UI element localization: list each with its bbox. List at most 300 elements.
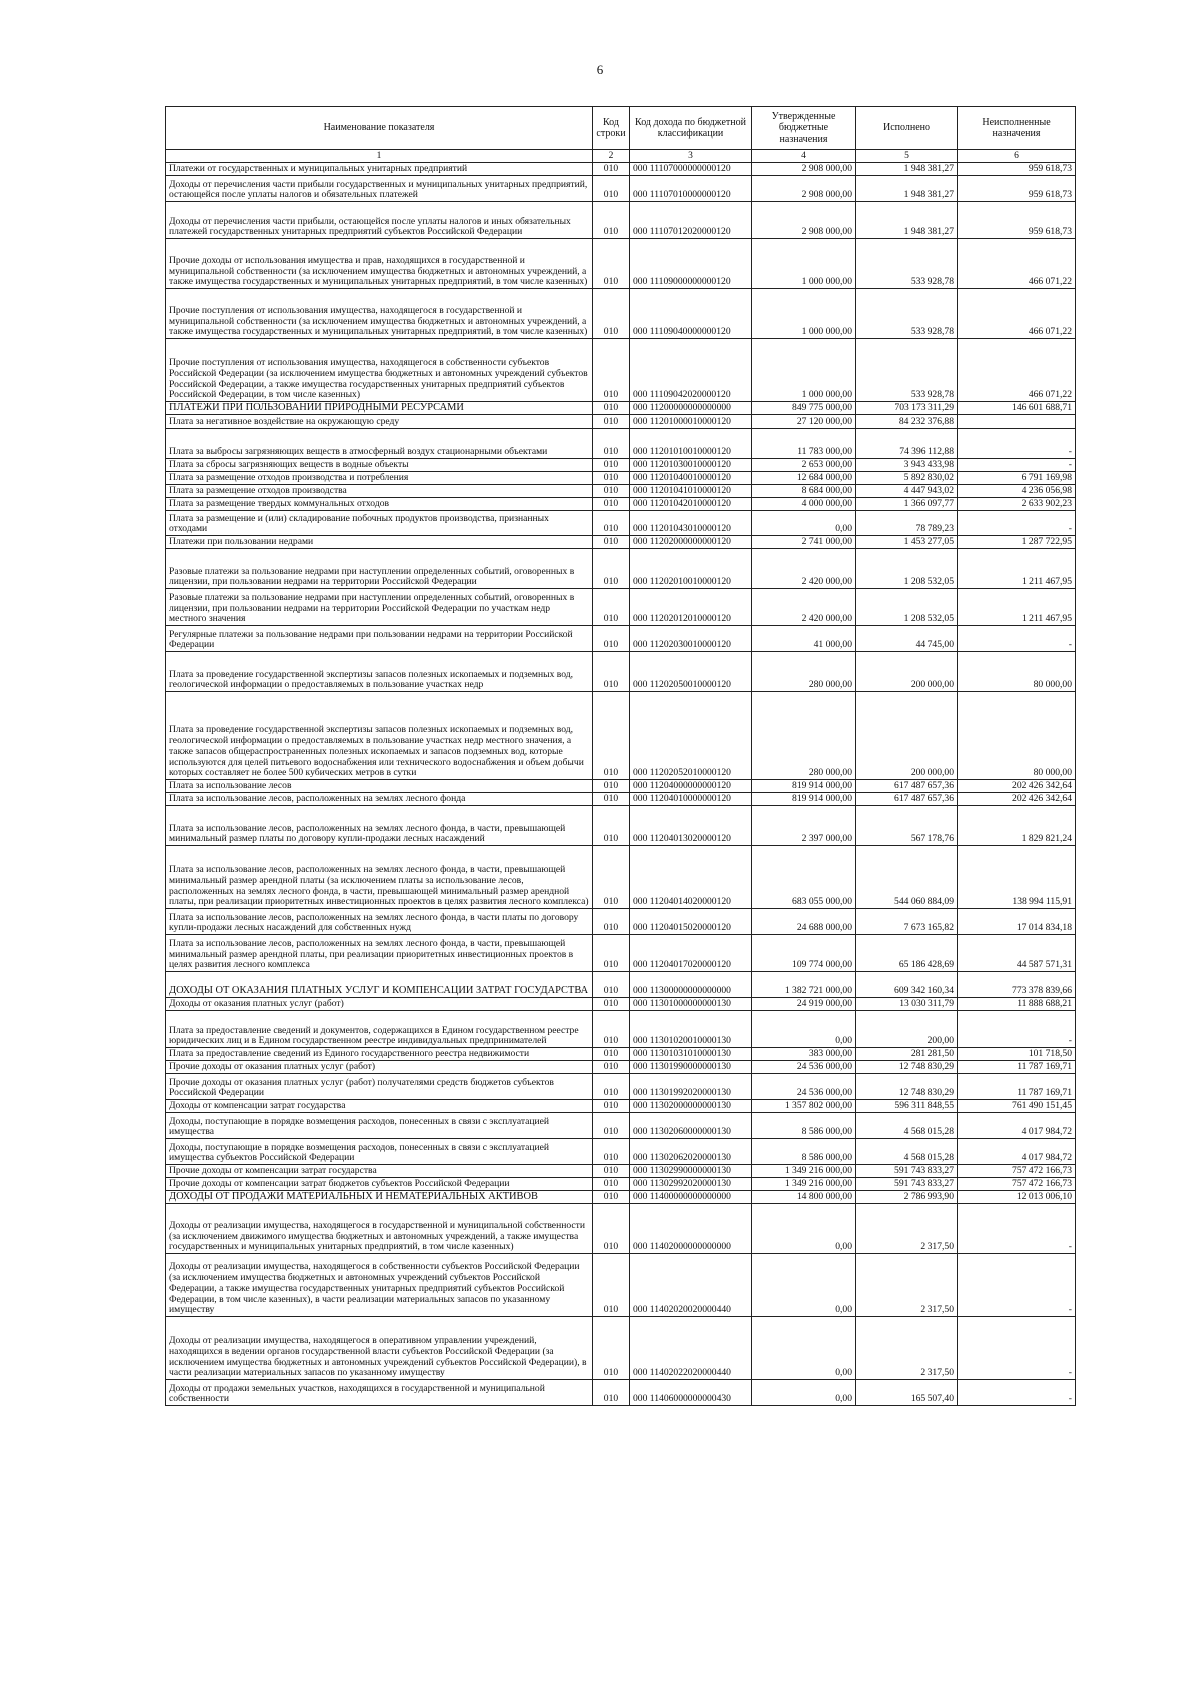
indicator-name-cell: Прочие поступления от использования имущества, находящегося в собственности субъектов Российской Федерации (за исключением имущества бюджетных и автономных учреждений субъектов Российской Федерации, а также имущества государственных унитарных предприятий субъектов Российской Федерации, в том числе казенных) bbox=[166, 339, 593, 402]
header-approved: Утвержденные бюджетные назначения bbox=[752, 107, 856, 150]
income-code-cell: 000 11302062020000130 bbox=[630, 1139, 752, 1165]
table-row bbox=[166, 935, 1076, 972]
executed-amount-cell: 84 232 376,88 bbox=[856, 415, 958, 429]
approved-amount-cell: 8 684 000,00 bbox=[752, 485, 856, 498]
approved-amount-cell: 1 349 216 000,00 bbox=[752, 1165, 856, 1178]
table-row bbox=[166, 1048, 1076, 1061]
executed-amount-cell: 3 943 433,98 bbox=[856, 459, 958, 472]
approved-amount-cell: 2 420 000,00 bbox=[752, 589, 856, 626]
indicator-name-cell: Платежи при пользовании недрами bbox=[166, 536, 593, 549]
row-code-cell: 010 bbox=[593, 1204, 630, 1254]
income-code-cell: 000 11301020010000130 bbox=[630, 1011, 752, 1048]
indicator-name-cell: Прочие доходы от оказания платных услуг (работ) bbox=[166, 1061, 593, 1074]
executed-amount-cell: 591 743 833,27 bbox=[856, 1165, 958, 1178]
approved-amount-cell: 41 000,00 bbox=[752, 626, 856, 652]
income-code-cell: 000 11201043010000120 bbox=[630, 511, 752, 536]
row-code-cell: 010 bbox=[593, 459, 630, 472]
row-code-cell: 010 bbox=[593, 1254, 630, 1317]
approved-amount-cell: 27 120 000,00 bbox=[752, 415, 856, 429]
header-number: 6 bbox=[958, 150, 1076, 163]
income-code-cell: 000 11204000000000120 bbox=[630, 780, 752, 793]
row-code-cell: 010 bbox=[593, 1178, 630, 1191]
row-code-cell: 010 bbox=[593, 1061, 630, 1074]
row-code-cell: 010 bbox=[593, 1113, 630, 1139]
income-code-cell: 000 11201010010000120 bbox=[630, 429, 752, 459]
table-row bbox=[166, 1191, 1076, 1204]
indicator-name-cell: Платежи от государственных и муниципальных унитарных предприятий bbox=[166, 163, 593, 176]
row-code-cell: 010 bbox=[593, 1139, 630, 1165]
header-indicator-name: Наименование показателя bbox=[166, 107, 593, 150]
indicator-name-cell: Плата за использование лесов, расположенных на землях лесного фонда, в части платы по договору купли-продажи лесных насаждений для собственных нужд bbox=[166, 909, 593, 935]
indicator-name-cell: Доходы, поступающие в порядке возмещения расходов, понесенных в связи с эксплуатацией имущества bbox=[166, 1113, 593, 1139]
remaining-amount-cell: - bbox=[958, 1380, 1076, 1406]
executed-amount-cell: 544 060 884,09 bbox=[856, 846, 958, 909]
row-code-cell: 010 bbox=[593, 1100, 630, 1113]
executed-amount-cell: 65 186 428,69 bbox=[856, 935, 958, 972]
indicator-name-cell: Плата за использование лесов, расположенных на землях лесного фонда, в части, превышающей минимальный размер платы по договору купли-продажи лесных насаждений bbox=[166, 806, 593, 846]
executed-amount-cell: 591 743 833,27 bbox=[856, 1178, 958, 1191]
income-code-cell: 000 11302000000000130 bbox=[630, 1100, 752, 1113]
income-code-cell: 000 11302990000000130 bbox=[630, 1165, 752, 1178]
approved-amount-cell: 24 919 000,00 bbox=[752, 998, 856, 1011]
approved-amount-cell: 2 908 000,00 bbox=[752, 163, 856, 176]
approved-amount-cell: 0,00 bbox=[752, 1204, 856, 1254]
table-row bbox=[166, 536, 1076, 549]
row-code-cell: 010 bbox=[593, 472, 630, 485]
indicator-name-cell: Плата за использование лесов, расположенных на землях лесного фонда, в части, превышающей минимальный размер арендной платы (за исключением платы за использование лесов, расположенных на землях лесного фонда, в части, превышающей минимальный размер арендной платы, при реализации приоритетных инвестиционных проектов в целях развития лесного комплекса) bbox=[166, 846, 593, 909]
executed-amount-cell: 2 786 993,90 bbox=[856, 1191, 958, 1204]
table-row bbox=[166, 1380, 1076, 1406]
table-row bbox=[166, 239, 1076, 289]
executed-amount-cell: 617 487 657,36 bbox=[856, 780, 958, 793]
page-number: 6 bbox=[596, 62, 604, 77]
income-code-cell: 000 11107000000000120 bbox=[630, 163, 752, 176]
row-code-cell: 010 bbox=[593, 163, 630, 176]
row-code-cell: 010 bbox=[593, 176, 630, 202]
approved-amount-cell: 1 000 000,00 bbox=[752, 339, 856, 402]
row-code-cell: 010 bbox=[593, 652, 630, 692]
income-code-cell: 000 11201041010000120 bbox=[630, 485, 752, 498]
row-code-cell: 010 bbox=[593, 1317, 630, 1380]
executed-amount-cell: 703 173 311,29 bbox=[856, 402, 958, 415]
remaining-amount-cell: 11 787 169,71 bbox=[958, 1061, 1076, 1074]
row-code-cell: 010 bbox=[593, 998, 630, 1011]
row-code-cell: 010 bbox=[593, 402, 630, 415]
executed-amount-cell: 74 396 112,88 bbox=[856, 429, 958, 459]
income-code-cell: 000 11301990000000130 bbox=[630, 1061, 752, 1074]
income-code-cell: 000 11402022020000440 bbox=[630, 1317, 752, 1380]
approved-amount-cell: 11 783 000,00 bbox=[752, 429, 856, 459]
table-row bbox=[166, 472, 1076, 485]
indicator-name-cell: Плата за размещение отходов производства и потребления bbox=[166, 472, 593, 485]
executed-amount-cell: 200 000,00 bbox=[856, 692, 958, 780]
income-code-cell: 000 11302060000000130 bbox=[630, 1113, 752, 1139]
table-row bbox=[166, 485, 1076, 498]
approved-amount-cell: 24 688 000,00 bbox=[752, 909, 856, 935]
table-row bbox=[166, 1074, 1076, 1100]
budget-execution-table bbox=[165, 106, 1076, 1406]
approved-amount-cell: 2 420 000,00 bbox=[752, 549, 856, 589]
approved-amount-cell: 0,00 bbox=[752, 1317, 856, 1380]
approved-amount-cell: 4 000 000,00 bbox=[752, 498, 856, 511]
table-row bbox=[166, 498, 1076, 511]
income-code-cell: 000 11202052010000120 bbox=[630, 692, 752, 780]
indicator-name-cell: Доходы от оказания платных услуг (работ) bbox=[166, 998, 593, 1011]
row-code-cell: 010 bbox=[593, 935, 630, 972]
indicator-name-cell: Плата за использование лесов bbox=[166, 780, 593, 793]
remaining-amount-cell: 80 000,00 bbox=[958, 692, 1076, 780]
table-row bbox=[166, 806, 1076, 846]
header-number: 5 bbox=[856, 150, 958, 163]
table-row bbox=[166, 1100, 1076, 1113]
header-executed: Исполнено bbox=[856, 107, 958, 150]
income-code-cell: 000 11300000000000000 bbox=[630, 972, 752, 998]
indicator-name-cell: Плата за негативное воздействие на окружающую среду bbox=[166, 415, 593, 429]
executed-amount-cell: 1 948 381,27 bbox=[856, 176, 958, 202]
income-code-cell: 000 11402000000000000 bbox=[630, 1204, 752, 1254]
table-row bbox=[166, 1254, 1076, 1317]
remaining-amount-cell: - bbox=[958, 626, 1076, 652]
approved-amount-cell: 2 741 000,00 bbox=[752, 536, 856, 549]
executed-amount-cell: 1 208 532,05 bbox=[856, 589, 958, 626]
income-code-cell: 000 11301031010000130 bbox=[630, 1048, 752, 1061]
table-row bbox=[166, 1139, 1076, 1165]
table-row bbox=[166, 1204, 1076, 1254]
income-code-cell: 000 11109042020000120 bbox=[630, 339, 752, 402]
executed-amount-cell: 5 892 830,02 bbox=[856, 472, 958, 485]
indicator-name-cell: Плата за выбросы загрязняющих веществ в атмосферный воздух стационарными объектами bbox=[166, 429, 593, 459]
indicator-name-cell: ПЛАТЕЖИ ПРИ ПОЛЬЗОВАНИИ ПРИРОДНЫМИ РЕСУРСАМИ bbox=[166, 402, 593, 415]
indicator-name-cell: Плата за размещение отходов производства bbox=[166, 485, 593, 498]
approved-amount-cell: 8 586 000,00 bbox=[752, 1139, 856, 1165]
table-row bbox=[166, 549, 1076, 589]
row-code-cell: 010 bbox=[593, 692, 630, 780]
indicator-name-cell: Доходы от реализации имущества, находящегося в оперативном управлении учреждений, находящихся в ведении органов государственной власти субъектов Российской Федерации (за исключением имущества бюджетных и автономных учреждений субъектов Российской Федерации), в части реализации материальных запасов по указанному имуществу bbox=[166, 1317, 593, 1380]
row-code-cell: 010 bbox=[593, 793, 630, 806]
approved-amount-cell: 24 536 000,00 bbox=[752, 1061, 856, 1074]
income-code-cell: 000 11202010010000120 bbox=[630, 549, 752, 589]
row-code-cell: 010 bbox=[593, 549, 630, 589]
table-row bbox=[166, 692, 1076, 780]
row-code-cell: 010 bbox=[593, 498, 630, 511]
remaining-amount-cell: 138 994 115,91 bbox=[958, 846, 1076, 909]
table-row bbox=[166, 176, 1076, 202]
remaining-amount-cell: 959 618,73 bbox=[958, 202, 1076, 239]
remaining-amount-cell: 17 014 834,18 bbox=[958, 909, 1076, 935]
table-row bbox=[166, 339, 1076, 402]
approved-amount-cell: 0,00 bbox=[752, 511, 856, 536]
indicator-name-cell: Прочие доходы от компенсации затрат бюджетов субъектов Российской Федерации bbox=[166, 1178, 593, 1191]
income-code-cell: 000 11201000010000120 bbox=[630, 415, 752, 429]
approved-amount-cell: 109 774 000,00 bbox=[752, 935, 856, 972]
indicator-name-cell: Доходы от реализации имущества, находящегося в государственной и муниципальной собственности (за исключением движимого имущества бюджетных и автономных учреждений, а также имущества государственных и муниципальных унитарных предприятий, в том числе казенных) bbox=[166, 1204, 593, 1254]
header-row-code: Код строки bbox=[593, 107, 630, 150]
remaining-amount-cell: 11 787 169,71 bbox=[958, 1074, 1076, 1100]
table-row bbox=[166, 1317, 1076, 1380]
executed-amount-cell: 1 366 097,77 bbox=[856, 498, 958, 511]
remaining-amount-cell: 757 472 166,73 bbox=[958, 1165, 1076, 1178]
table-row bbox=[166, 289, 1076, 339]
remaining-amount-cell: - bbox=[958, 459, 1076, 472]
remaining-amount-cell bbox=[958, 415, 1076, 429]
income-code-cell: 000 11109000000000120 bbox=[630, 239, 752, 289]
income-code-cell: 000 11107012020000120 bbox=[630, 202, 752, 239]
table-body bbox=[166, 163, 1076, 1406]
executed-amount-cell: 4 568 015,28 bbox=[856, 1113, 958, 1139]
table-row bbox=[166, 1061, 1076, 1074]
executed-amount-cell: 200 000,00 bbox=[856, 652, 958, 692]
indicator-name-cell: Доходы от продажи земельных участков, находящихся в государственной и муниципальной собственности bbox=[166, 1380, 593, 1406]
table-row bbox=[166, 589, 1076, 626]
indicator-name-cell: Прочие доходы от оказания платных услуг (работ) получателями средств бюджетов субъектов Российской Федерации bbox=[166, 1074, 593, 1100]
approved-amount-cell: 2 908 000,00 bbox=[752, 176, 856, 202]
indicator-name-cell: Доходы от перечисления части прибыли государственных и муниципальных унитарных предприятий, остающейся после уплаты налогов и обязательных платежей bbox=[166, 176, 593, 202]
approved-amount-cell: 0,00 bbox=[752, 1380, 856, 1406]
remaining-amount-cell: 959 618,73 bbox=[958, 176, 1076, 202]
indicator-name-cell: Плата за сбросы загрязняющих веществ в водные объекты bbox=[166, 459, 593, 472]
indicator-name-cell: Плата за проведение государственной экспертизы запасов полезных ископаемых и подземных вод, геологической информации о предоставляемых в пользование участках недр местного значения, а также запасов общераспространенных полезных ископаемых и запасов подземных вод, которые используются для целей питьевого водоснабжения или технического водоснабжения и объем добычи которых составляет не более 500 кубических метров в сутки bbox=[166, 692, 593, 780]
executed-amount-cell: 12 748 830,29 bbox=[856, 1061, 958, 1074]
executed-amount-cell: 2 317,50 bbox=[856, 1204, 958, 1254]
remaining-amount-cell: 466 071,22 bbox=[958, 289, 1076, 339]
approved-amount-cell: 849 775 000,00 bbox=[752, 402, 856, 415]
table-row bbox=[166, 429, 1076, 459]
header-number: 3 bbox=[630, 150, 752, 163]
table-row bbox=[166, 652, 1076, 692]
income-code-cell: 000 11406000000000430 bbox=[630, 1380, 752, 1406]
row-code-cell: 010 bbox=[593, 339, 630, 402]
remaining-amount-cell: - bbox=[958, 511, 1076, 536]
income-code-cell: 000 11201042010000120 bbox=[630, 498, 752, 511]
indicator-name-cell: ДОХОДЫ ОТ ПРОДАЖИ МАТЕРИАЛЬНЫХ И НЕМАТЕРИАЛЬНЫХ АКТИВОВ bbox=[166, 1191, 593, 1204]
remaining-amount-cell: 202 426 342,64 bbox=[958, 780, 1076, 793]
executed-amount-cell: 1 948 381,27 bbox=[856, 163, 958, 176]
income-code-cell: 000 11204017020000120 bbox=[630, 935, 752, 972]
remaining-amount-cell: 1 829 821,24 bbox=[958, 806, 1076, 846]
table-row bbox=[166, 415, 1076, 429]
header-number: 4 bbox=[752, 150, 856, 163]
remaining-amount-cell: 12 013 006,10 bbox=[958, 1191, 1076, 1204]
income-code-cell: 000 11301000000000130 bbox=[630, 998, 752, 1011]
indicator-name-cell: Доходы от реализации имущества, находящегося в собственности субъектов Российской Федерации (за исключением имущества бюджетных и автономных учреждений субъектов Российской Федерации, а также имущества государственных унитарных предприятий субъектов Российской Федерации, в том числе казенных), в части реализации материальных запасов по указанному имуществу bbox=[166, 1254, 593, 1317]
row-code-cell: 010 bbox=[593, 202, 630, 239]
row-code-cell: 010 bbox=[593, 780, 630, 793]
executed-amount-cell: 533 928,78 bbox=[856, 339, 958, 402]
approved-amount-cell: 1 000 000,00 bbox=[752, 239, 856, 289]
income-code-cell: 000 11201030010000120 bbox=[630, 459, 752, 472]
income-code-cell: 000 11204015020000120 bbox=[630, 909, 752, 935]
executed-amount-cell: 2 317,50 bbox=[856, 1254, 958, 1317]
approved-amount-cell: 1 357 802 000,00 bbox=[752, 1100, 856, 1113]
remaining-amount-cell: 773 378 839,66 bbox=[958, 972, 1076, 998]
executed-amount-cell: 533 928,78 bbox=[856, 289, 958, 339]
approved-amount-cell: 819 914 000,00 bbox=[752, 780, 856, 793]
header-number-row bbox=[166, 150, 1076, 163]
table-row bbox=[166, 402, 1076, 415]
remaining-amount-cell: - bbox=[958, 429, 1076, 459]
income-code-cell: 000 11202050010000120 bbox=[630, 652, 752, 692]
income-code-cell: 000 11107010000000120 bbox=[630, 176, 752, 202]
approved-amount-cell: 14 800 000,00 bbox=[752, 1191, 856, 1204]
row-code-cell: 010 bbox=[593, 511, 630, 536]
header-number: 1 bbox=[166, 150, 593, 163]
approved-amount-cell: 683 055 000,00 bbox=[752, 846, 856, 909]
executed-amount-cell: 2 317,50 bbox=[856, 1317, 958, 1380]
table-row bbox=[166, 511, 1076, 536]
indicator-name-cell: Разовые платежи за пользование недрами при наступлении определенных событий, оговоренных в лицензии, при пользовании недрами на территории Российской Федерации по участкам недр местного значения bbox=[166, 589, 593, 626]
row-code-cell: 010 bbox=[593, 846, 630, 909]
table-row bbox=[166, 909, 1076, 935]
table-row bbox=[166, 1165, 1076, 1178]
row-code-cell: 010 bbox=[593, 429, 630, 459]
approved-amount-cell: 2 653 000,00 bbox=[752, 459, 856, 472]
row-code-cell: 010 bbox=[593, 1048, 630, 1061]
indicator-name-cell: Доходы, поступающие в порядке возмещения расходов, понесенных в связи с эксплуатацией имущества субъектов Российской Федерации bbox=[166, 1139, 593, 1165]
executed-amount-cell: 609 342 160,34 bbox=[856, 972, 958, 998]
executed-amount-cell: 12 748 830,29 bbox=[856, 1074, 958, 1100]
indicator-name-cell: Плата за использование лесов, расположенных на землях лесного фонда, в части, превышающей минимальный размер арендной платы, при реализации приоритетных инвестиционных проектов в целях развития лесного комплекса bbox=[166, 935, 593, 972]
row-code-cell: 010 bbox=[593, 485, 630, 498]
row-code-cell: 010 bbox=[593, 626, 630, 652]
table-row bbox=[166, 626, 1076, 652]
remaining-amount-cell: 202 426 342,64 bbox=[958, 793, 1076, 806]
remaining-amount-cell: 466 071,22 bbox=[958, 339, 1076, 402]
income-code-cell: 000 11204010000000120 bbox=[630, 793, 752, 806]
remaining-amount-cell: - bbox=[958, 1317, 1076, 1380]
header-number: 2 bbox=[593, 150, 630, 163]
table-row bbox=[166, 163, 1076, 176]
approved-amount-cell: 383 000,00 bbox=[752, 1048, 856, 1061]
remaining-amount-cell: 1 211 467,95 bbox=[958, 549, 1076, 589]
approved-amount-cell: 0,00 bbox=[752, 1254, 856, 1317]
remaining-amount-cell: 146 601 688,71 bbox=[958, 402, 1076, 415]
approved-amount-cell: 1 349 216 000,00 bbox=[752, 1178, 856, 1191]
approved-amount-cell: 12 684 000,00 bbox=[752, 472, 856, 485]
executed-amount-cell: 1 208 532,05 bbox=[856, 549, 958, 589]
approved-amount-cell: 1 382 721 000,00 bbox=[752, 972, 856, 998]
table-row bbox=[166, 972, 1076, 998]
table-row bbox=[166, 1113, 1076, 1139]
executed-amount-cell: 78 789,23 bbox=[856, 511, 958, 536]
income-code-cell: 000 11204014020000120 bbox=[630, 846, 752, 909]
approved-amount-cell: 8 586 000,00 bbox=[752, 1113, 856, 1139]
remaining-amount-cell: 466 071,22 bbox=[958, 239, 1076, 289]
remaining-amount-cell: 4 017 984,72 bbox=[958, 1139, 1076, 1165]
remaining-amount-cell: 761 490 151,45 bbox=[958, 1100, 1076, 1113]
executed-amount-cell: 44 745,00 bbox=[856, 626, 958, 652]
indicator-name-cell: Прочие доходы от использования имущества и прав, находящихся в государственной и муниципальной собственности (за исключением имущества бюджетных и автономных учреждений, а также имущества государственных и муниципальных унитарных предприятий, в том числе казенных) bbox=[166, 239, 593, 289]
income-code-cell: 000 11204013020000120 bbox=[630, 806, 752, 846]
income-code-cell: 000 11202000000000120 bbox=[630, 536, 752, 549]
table-row bbox=[166, 793, 1076, 806]
executed-amount-cell: 567 178,76 bbox=[856, 806, 958, 846]
table-row bbox=[166, 1178, 1076, 1191]
income-code-cell: 000 11402020020000440 bbox=[630, 1254, 752, 1317]
executed-amount-cell: 617 487 657,36 bbox=[856, 793, 958, 806]
remaining-amount-cell: 4 017 984,72 bbox=[958, 1113, 1076, 1139]
header-remaining: Неисполненные назначения bbox=[958, 107, 1076, 150]
table-row bbox=[166, 202, 1076, 239]
income-code-cell: 000 11201040010000120 bbox=[630, 472, 752, 485]
income-code-cell: 000 11202030010000120 bbox=[630, 626, 752, 652]
approved-amount-cell: 1 000 000,00 bbox=[752, 289, 856, 339]
indicator-name-cell: Доходы от перечисления части прибыли, остающейся после уплаты налогов и иных обязательных платежей государственных унитарных предприятий субъектов Российской Федерации bbox=[166, 202, 593, 239]
remaining-amount-cell: 44 587 571,31 bbox=[958, 935, 1076, 972]
indicator-name-cell: Прочие доходы от компенсации затрат государства bbox=[166, 1165, 593, 1178]
row-code-cell: 010 bbox=[593, 972, 630, 998]
remaining-amount-cell: 80 000,00 bbox=[958, 652, 1076, 692]
row-code-cell: 010 bbox=[593, 589, 630, 626]
executed-amount-cell: 13 030 311,79 bbox=[856, 998, 958, 1011]
table-row bbox=[166, 1011, 1076, 1048]
remaining-amount-cell: 101 718,50 bbox=[958, 1048, 1076, 1061]
row-code-cell: 010 bbox=[593, 536, 630, 549]
income-code-cell: 000 11109040000000120 bbox=[630, 289, 752, 339]
indicator-name-cell: ДОХОДЫ ОТ ОКАЗАНИЯ ПЛАТНЫХ УСЛУГ И КОМПЕНСАЦИИ ЗАТРАТ ГОСУДАРСТВА bbox=[166, 972, 593, 998]
remaining-amount-cell: 6 791 169,98 bbox=[958, 472, 1076, 485]
remaining-amount-cell: 757 472 166,73 bbox=[958, 1178, 1076, 1191]
remaining-amount-cell: - bbox=[958, 1011, 1076, 1048]
remaining-amount-cell: - bbox=[958, 1204, 1076, 1254]
remaining-amount-cell: 1 211 467,95 bbox=[958, 589, 1076, 626]
executed-amount-cell: 4 568 015,28 bbox=[856, 1139, 958, 1165]
remaining-amount-cell: 11 888 688,21 bbox=[958, 998, 1076, 1011]
row-code-cell: 010 bbox=[593, 1165, 630, 1178]
executed-amount-cell: 165 507,40 bbox=[856, 1380, 958, 1406]
executed-amount-cell: 4 447 943,02 bbox=[856, 485, 958, 498]
table-row bbox=[166, 459, 1076, 472]
indicator-name-cell: Прочие поступления от использования имущества, находящегося в государственной и муниципальной собственности (за исключением имущества бюджетных и автономных учреждений, а также имущества государственных и муниципальных унитарных предприятий, в том числе казенных) bbox=[166, 289, 593, 339]
income-code-cell: 000 11400000000000000 bbox=[630, 1191, 752, 1204]
executed-amount-cell: 7 673 165,82 bbox=[856, 909, 958, 935]
approved-amount-cell: 819 914 000,00 bbox=[752, 793, 856, 806]
table-row bbox=[166, 998, 1076, 1011]
executed-amount-cell: 200,00 bbox=[856, 1011, 958, 1048]
remaining-amount-cell: 959 618,73 bbox=[958, 163, 1076, 176]
indicator-name-cell: Плата за размещение и (или) складирование побочных продуктов производства, признанных отходами bbox=[166, 511, 593, 536]
row-code-cell: 010 bbox=[593, 1074, 630, 1100]
row-code-cell: 010 bbox=[593, 1380, 630, 1406]
indicator-name-cell: Плата за предоставление сведений и документов, содержащихся в Едином государственном реестре юридических лиц и в Едином государственном реестре индивидуальных предпринимателей bbox=[166, 1011, 593, 1048]
indicator-name-cell: Доходы от компенсации затрат государства bbox=[166, 1100, 593, 1113]
row-code-cell: 010 bbox=[593, 806, 630, 846]
table-row bbox=[166, 780, 1076, 793]
indicator-name-cell: Плата за проведение государственной экспертизы запасов полезных ископаемых и подземных вод, геологической информации о предоставляемых в пользование участках недр bbox=[166, 652, 593, 692]
income-code-cell: 000 11200000000000000 bbox=[630, 402, 752, 415]
remaining-amount-cell: 1 287 722,95 bbox=[958, 536, 1076, 549]
indicator-name-cell: Плата за размещение твердых коммунальных отходов bbox=[166, 498, 593, 511]
row-code-cell: 010 bbox=[593, 1191, 630, 1204]
table-row bbox=[166, 846, 1076, 909]
approved-amount-cell: 2 397 000,00 bbox=[752, 806, 856, 846]
remaining-amount-cell: 4 236 056,98 bbox=[958, 485, 1076, 498]
row-code-cell: 010 bbox=[593, 415, 630, 429]
executed-amount-cell: 1 453 277,05 bbox=[856, 536, 958, 549]
approved-amount-cell: 280 000,00 bbox=[752, 692, 856, 780]
header-row bbox=[166, 107, 1076, 150]
income-code-cell: 000 11302992020000130 bbox=[630, 1178, 752, 1191]
approved-amount-cell: 0,00 bbox=[752, 1011, 856, 1048]
income-code-cell: 000 11202012010000120 bbox=[630, 589, 752, 626]
executed-amount-cell: 596 311 848,55 bbox=[856, 1100, 958, 1113]
row-code-cell: 010 bbox=[593, 909, 630, 935]
approved-amount-cell: 24 536 000,00 bbox=[752, 1074, 856, 1100]
remaining-amount-cell: - bbox=[958, 1254, 1076, 1317]
row-code-cell: 010 bbox=[593, 239, 630, 289]
row-code-cell: 010 bbox=[593, 1011, 630, 1048]
executed-amount-cell: 1 948 381,27 bbox=[856, 202, 958, 239]
indicator-name-cell: Плата за предоставление сведений из Единого государственного реестра недвижимости bbox=[166, 1048, 593, 1061]
